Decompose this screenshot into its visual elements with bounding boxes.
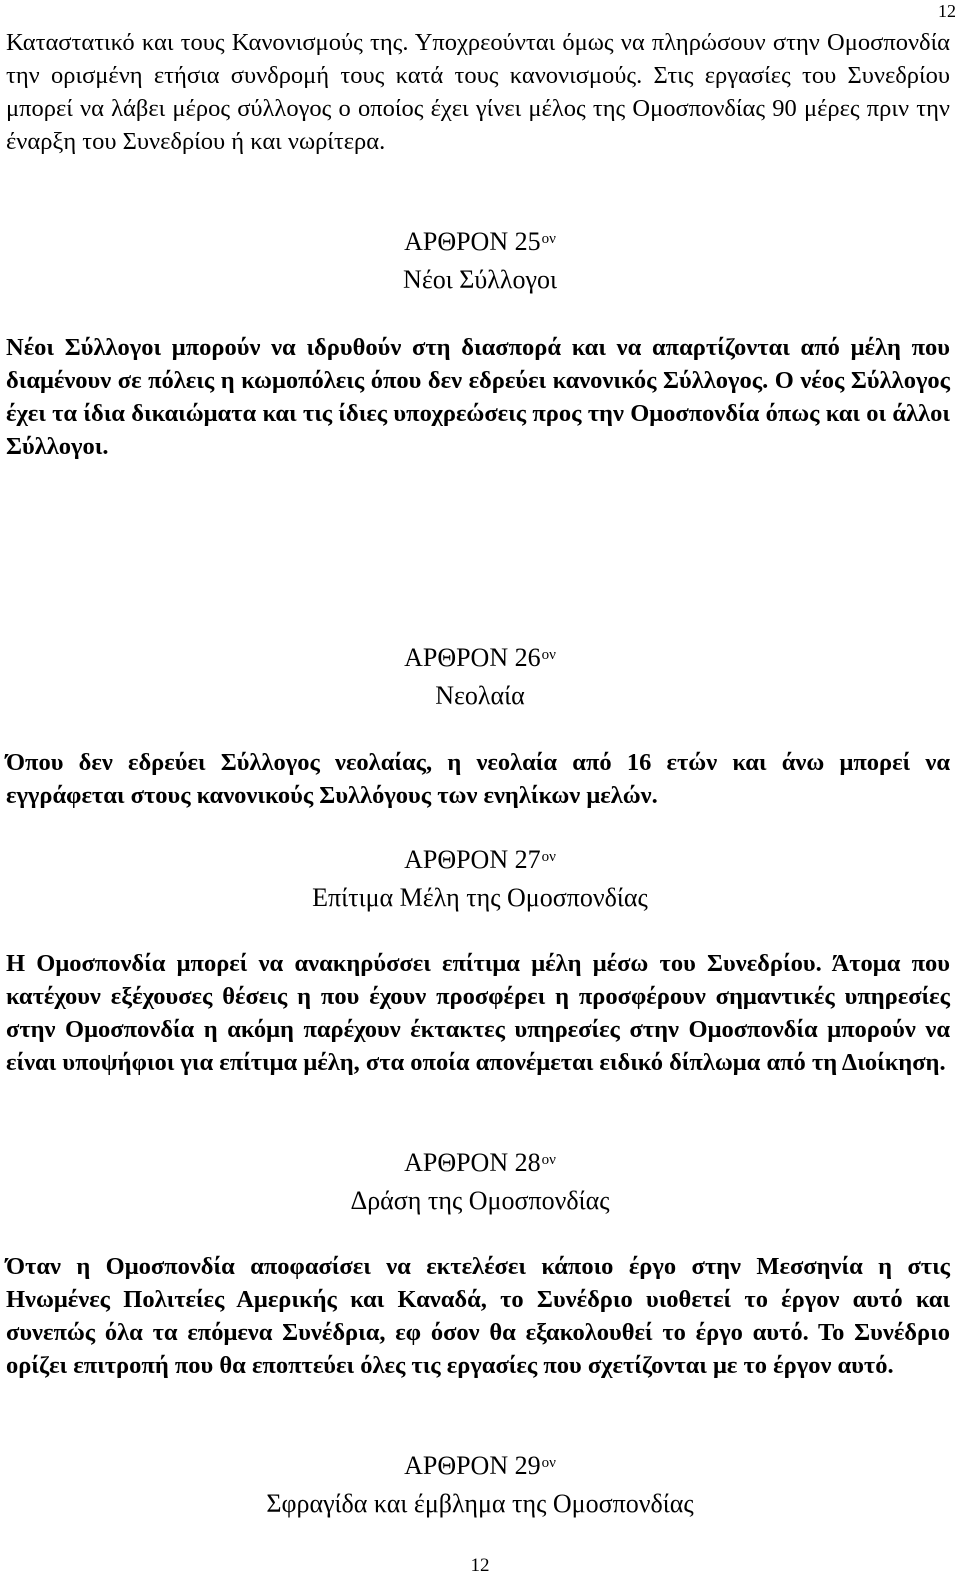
article-26-title: Νεολαία: [435, 681, 525, 710]
article-28-heading: [0, 1145, 960, 1181]
article-26-heading-text: ΑΡΘΡΟΝ 26: [404, 643, 541, 672]
article-26-heading: [0, 640, 960, 676]
article-25-heading-text: ΑΡΘΡΟΝ 25: [404, 227, 541, 256]
article-25-heading: [0, 224, 960, 260]
article-27-heading-suffix: ον: [541, 849, 556, 865]
article-28-title: Δράση της Ομοσπονδίας: [350, 1186, 610, 1215]
article-29-title: Σφραγίδα και έμβλημα της Ομοσπονδίας: [266, 1489, 694, 1518]
article-25-title: Νέοι Σύλλογοι: [403, 265, 557, 294]
article-27-heading-text: ΑΡΘΡΟΝ 27: [404, 845, 541, 874]
article-25-body: Νέοι Σύλλογοι μπορούν να ιδρυθούν στη διασπορά και να απαρτίζονται από μέλη που διαμένουν σε πόλεις η κωμοπόλεις όπου δεν εδρεύει κανονικός Σύλλογος. Ο νέος Σύλλογος έχει τα ίδια δικαιώματα και τις ίδιες υποχρεώσεις προς την Ομοσπονδία όπως και οι άλλοι Σύλλογοι.: [6, 334, 950, 460]
article-26-body: Όπου δεν εδρεύει Σύλλογος νεολαίας, η νεολαία από 16 ετών και άνω μπορεί να εγγράφεται στους κανονικούς Συλλόγους των ενηλίκων μελών.: [6, 749, 950, 809]
article-26-heading-suffix: ον: [541, 647, 556, 663]
article-28-heading-suffix: ον: [541, 1152, 556, 1168]
article-27-body: Η Ομοσπονδία μπορεί να ανακηρύσσει επίτιμα μέλη μέσω του Συνεδρίου. Άτομα που κατέχουν εξέχουσες θέσεις η που έχουν προσφέρει η προσφέρουν σημαντικές υπηρεσίες στην Ομοσπονδία η ακόμη παρέχουν έκτακτες υπηρεσίες στην Ομοσπονδία μπορούν να είναι υποψήφιοι για επίτιμα μέλη, στα οποία απονέμεται ειδικό δίπλωμα από τη Διοίκηση.: [6, 950, 950, 1076]
intro-paragraph: Καταστατικό και τους Κανονισμούς της. Υποχρεούνται όμως να πληρώσουν στην Ομοσπονδία την ορισμένη ετήσια συνδρομή τους κατά τους κανονισμούς. Στις εργασίες του Συνεδρίου μπορεί να λάβει μέρος σύλλογος ο οποίος έχει γίνει μέλος της Ομοσπονδίας 90 μέρες πριν την έναρξη του Συνεδρίου ή και νωρίτερα.: [6, 29, 950, 155]
article-29-heading-text: ΑΡΘΡΟΝ 29: [404, 1451, 541, 1480]
article-28-heading-text: ΑΡΘΡΟΝ 28: [404, 1148, 541, 1177]
page-number-top: 12: [938, 1, 956, 21]
article-25-heading-suffix: ον: [541, 231, 556, 247]
article-29-heading: [0, 1448, 960, 1484]
article-27-title: Επίτιμα Μέλη της Ομοσπονδίας: [312, 883, 648, 912]
article-28-body: Όταν η Ομοσπονδία αποφασίσει να εκτελέσει κάποιο έργο στην Μεσσηνία η στις Ηνωμένες Πολιτείες Αμερικής και Καναδά, το Συνέδριο υιοθετεί το έργον αυτό και συνεπώς όλα τα επόμενα Συνέδρια, εφ όσον θα εξακολουθεί το έργο αυτό. Το Συνέδριο ορίζει επιτροπή που θα εποπτεύει όλες τις εργασίες που σχετίζονται με το έργον αυτό.: [6, 1253, 950, 1379]
article-27-heading: [0, 842, 960, 878]
page-number-bottom: 12: [470, 1555, 490, 1576]
article-29-heading-suffix: ον: [541, 1455, 556, 1471]
